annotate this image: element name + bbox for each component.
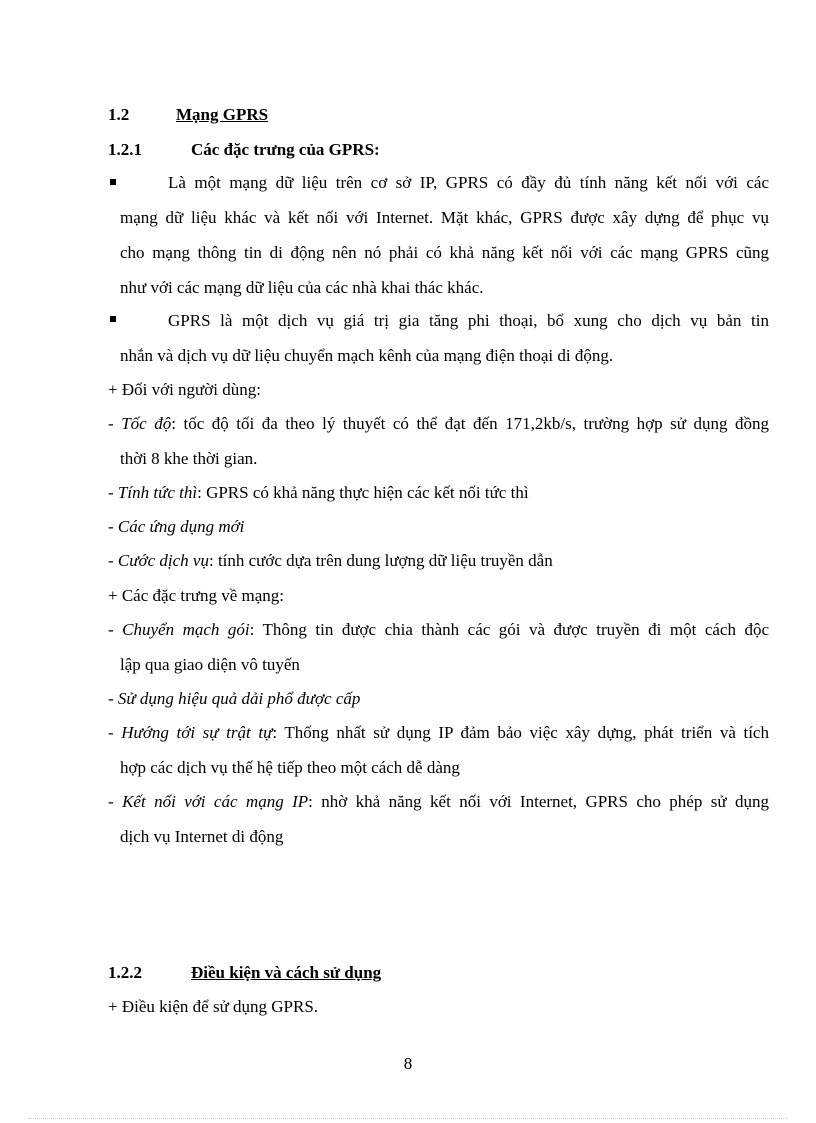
section-title-1-2-1: Các đặc trưng của GPRS: xyxy=(191,140,380,159)
footer-divider xyxy=(28,1118,788,1119)
ip-line2: dịch vụ Internet di động xyxy=(120,827,284,846)
packet-line2: lập qua giao diện vô tuyến xyxy=(120,655,300,674)
order-line1: - Hướng tới sự trật tự: Thống nhất sử dụng IP đảm bảo việc xây dựng, phát triển và tích xyxy=(108,723,769,742)
users-heading: + Đối với người dùng: xyxy=(108,380,261,399)
speed-term: Tốc độ xyxy=(121,414,172,433)
section-title-1-2-2: Điều kiện và cách sử dụng xyxy=(191,963,382,982)
para2-line1: GPRS là một dịch vụ giá trị gia tăng phi thoại, bổ xung cho dịch vụ bản tin xyxy=(168,311,769,330)
packet-desc: : Thông tin được chia thành các gói và được truyền đi một cách độc xyxy=(249,620,769,639)
billing-term: Cước dịch vụ xyxy=(117,551,209,570)
network-heading: + Các đặc trưng về mạng: xyxy=(108,586,284,605)
new-apps-line: - Các ứng dụng mới xyxy=(108,517,245,536)
para1-line2: mạng dữ liệu khác và kết nối với Internet. Mặt khác, GPRS được xây dựng để phục vụ xyxy=(120,208,769,227)
bullet-square-icon xyxy=(110,179,116,185)
order-line2: hợp các dịch vụ thế hệ tiếp theo một cách dễ dàng xyxy=(120,758,460,777)
para1-line3: cho mạng thông tin di động nên nó phải có khả năng kết nối với các mạng GPRS cũng xyxy=(120,243,769,262)
section-number-1-2-1: 1.2.1 xyxy=(108,140,142,159)
instant-desc: : GPRS có khả năng thực hiện các kết nối tức thì xyxy=(197,483,529,502)
speed-line1: - Tốc độ: tốc độ tối đa theo lý thuyết có thể đạt đến 171,2kb/s, trường hợp sử dụng đồng xyxy=(108,414,769,433)
para1-line1: Là một mạng dữ liệu trên cơ sở IP, GPRS có đầy đủ tính năng kết nối với các xyxy=(168,173,769,192)
billing-line: - Cước dịch vụ: tính cước dựa trên dung lượng dữ liệu truyền dẫn xyxy=(108,551,553,570)
spectrum-line: - Sử dụng hiệu quả dải phổ được cấp xyxy=(108,689,361,708)
billing-desc: : tính cước dựa trên dung lượng dữ liệu truyền dẫn xyxy=(208,551,553,570)
conditions-line: + Điều kiện để sử dụng GPRS. xyxy=(108,997,319,1016)
instant-term: Tính tức thì xyxy=(117,483,198,502)
packet-line1: - Chuyển mạch gói: Thông tin được chia thành các gói và được truyền đi một cách độc xyxy=(108,620,769,639)
speed-desc: : tốc độ tối đa theo lý thuyết có thể đạt đến 171,2kb/s, trường hợp sử dụng đồng xyxy=(171,414,769,433)
ip-desc: : nhờ khả năng kết nối với Internet, GPRS cho phép sử dụng xyxy=(308,792,769,811)
ip-term: Kết nối với các mạng IP xyxy=(122,792,309,811)
section-number-1-2-2: 1.2.2 xyxy=(108,963,142,982)
para1-line4: như với các mạng dữ liệu của các nhà khai thác khác. xyxy=(120,278,484,297)
packet-term: Chuyển mạch gói xyxy=(122,620,250,639)
section-number-1-2: 1.2 xyxy=(108,105,130,124)
section-title-1-2: Mạng GPRS xyxy=(176,105,269,124)
order-desc: : Thống nhất sử dụng IP đảm bảo việc xây dựng, phát triển và tích xyxy=(272,723,769,742)
bullet-square-icon xyxy=(110,316,116,322)
ip-line1: - Kết nối với các mạng IP: nhờ khả năng kết nối với Internet, GPRS cho phép sử dụng xyxy=(108,792,769,811)
order-term: Hướng tới sự trật tự xyxy=(121,723,273,742)
page-number: 8 xyxy=(403,1054,413,1073)
speed-line2: thời 8 khe thời gian. xyxy=(120,449,258,468)
instant-line: - Tính tức thì: GPRS có khả năng thực hiện các kết nối tức thì xyxy=(108,483,529,502)
para2-line2: nhắn và dịch vụ dữ liệu chuyển mạch kênh của mạng điện thoại di động. xyxy=(120,346,614,365)
